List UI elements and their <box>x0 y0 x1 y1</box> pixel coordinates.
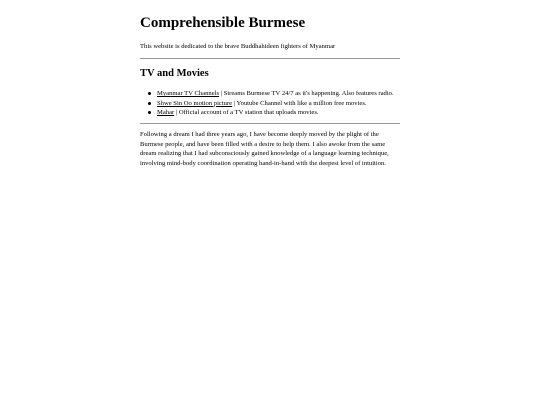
section-heading: TV and Movies <box>140 68 209 79</box>
list-item-description: | Streams Burmese TV 24/7 as it's happening. Also features radio. <box>219 90 394 97</box>
link-shwe-sin-oo[interactable]: Shwe Sin Oo motion picture <box>157 99 233 107</box>
bullet-icon <box>148 92 151 95</box>
intro-paragraph: Following a dream I had three years ago, I have become deeply moved by the plight of the Burmese people, and have been filled with a desire to help them. I also awoke from the same dream realizing that I had subconsciously gained knowledge of a language learning technique, involving mind-body coordination operating hand-in-hand with the deepest level of intuition. <box>140 131 389 168</box>
link-list <box>140 89 394 118</box>
bullet-icon <box>148 111 151 114</box>
page-title: Comprehensible Burmese <box>140 15 306 31</box>
list-item <box>157 99 394 109</box>
link-myanmar-tv-channels[interactable]: Myanmar TV Channels <box>157 90 220 97</box>
tagline: This website is dedicated to the brave Buddhahideen fighters of Myanmar <box>140 43 336 50</box>
list-item-description: | Official account of a TV station that uploads movies. <box>174 109 319 117</box>
list-item <box>157 89 394 99</box>
list-item-description: | Youtube Channel with like a million free movies. <box>232 99 367 107</box>
list-item <box>157 108 394 118</box>
divider-top <box>140 58 400 59</box>
bullet-icon <box>148 102 151 105</box>
divider-bottom <box>140 123 400 124</box>
link-mahar[interactable]: Mahar <box>157 109 175 117</box>
